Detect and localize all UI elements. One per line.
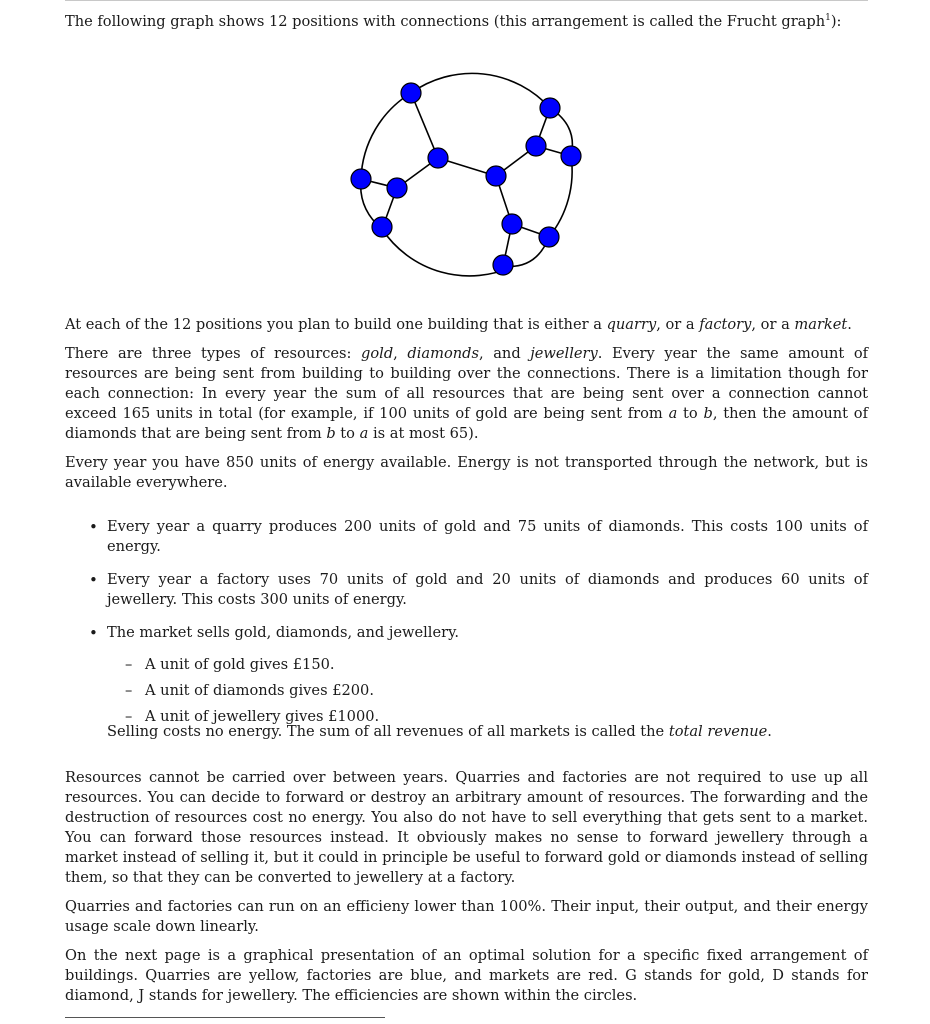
price-list <box>107 655 868 727</box>
graph-node <box>401 83 421 103</box>
graph-node <box>486 166 506 186</box>
intro-sentence <box>65 8 841 32</box>
resources-paragraph: There are three types of resources: gold, diamonds, and jewellery. Every year the same amount of resources are being sent from building to building over the connections. There is a limitation though for each connection: In every year the sum of all resources that are being sent over a connection cannot exceed 165 units in total (for example, if 100 units of gold are being sent from a to b, then the amount of diamonds that are being sent from b to a is at most 65). <box>65 345 869 442</box>
next-page-paragraph: On the next page is a graphical presentation of an optimal solution for a specific fixed arrangement of buildings. Quarries are yellow, factories are blue, and markets are red. G stands for gold, D stands for diamond, J stands for jewellery. The efficiencies are shown within the circles. <box>65 947 868 1004</box>
price-gold: – A unit of gold gives £150. <box>107 655 868 675</box>
intro-text: The following graph shows 12 positions with connections (this arrangement is called the Frucht graph <box>65 12 826 30</box>
graph-node <box>561 146 581 166</box>
energy-paragraph: Every year you have 850 units of energy available. Energy is not transported through the network, but is available everywhere. <box>65 454 868 491</box>
building-rules-list <box>65 517 868 740</box>
price-diamonds: – A unit of diamonds gives £200. <box>107 681 868 701</box>
body-section-2 <box>65 768 868 1015</box>
graph-edge <box>411 73 550 108</box>
selling-note: Selling costs no energy. The sum of all revenues of all markets is called the total revenue. <box>107 723 772 740</box>
graph-edge <box>549 156 572 237</box>
graph-node <box>539 227 559 247</box>
frucht-graph <box>350 48 590 288</box>
top-rule <box>65 0 868 1</box>
price-jewellery: – A unit of jewellery gives £1000. <box>107 707 868 727</box>
graph-node <box>502 214 522 234</box>
graph-node <box>493 255 513 275</box>
intro-text-end: ): <box>830 12 842 30</box>
graph-node <box>540 98 560 118</box>
quarry-rule: • Every year a quarry produces 200 units of gold and 75 units of diamonds. This costs 100 units of energy. <box>65 517 868 557</box>
graph-node <box>387 178 407 198</box>
factory-rule: • Every year a factory uses 70 units of gold and 20 units of diamonds and produces 60 units of jewellery. This costs 300 units of energy. <box>65 570 868 610</box>
graph-nodes <box>351 83 581 275</box>
footnote-marker: 1 <box>825 13 831 23</box>
footnote-rule <box>65 1017 385 1018</box>
market-rule-text: The market sells gold, diamonds, and jewellery. <box>107 624 460 641</box>
graph-node <box>372 217 392 237</box>
carry-over-paragraph: Resources cannot be carried over between years. Quarries and factories are not required to use up all resources. You can decide to forward or destroy an arbitrary amount of resources. The forwarding and the destruction of resources cost no energy. You also do not have to sell everything that gets sent to a market. You can forward those resources instead. It obviously makes no sense to forward jewellery through a market instead of selling it, but it could in principle be useful to forward gold or diamonds instead of selling them, so that they can be converted to jewellery at a factory. <box>65 769 868 886</box>
graph-edge <box>361 93 411 179</box>
graph-node <box>351 169 371 189</box>
market-rule <box>65 623 868 727</box>
efficiency-paragraph: Quarries and factories can run on an efficieny lower than 100%. Their input, their output, and their energy usage scale down linearly. <box>65 898 868 935</box>
body-section-1 <box>65 315 868 502</box>
graph-node <box>428 148 448 168</box>
graph-node <box>526 136 546 156</box>
buildings-paragraph: At each of the 12 positions you plan to build one building that is either a quarry, or a factory, or a market. <box>65 316 852 333</box>
